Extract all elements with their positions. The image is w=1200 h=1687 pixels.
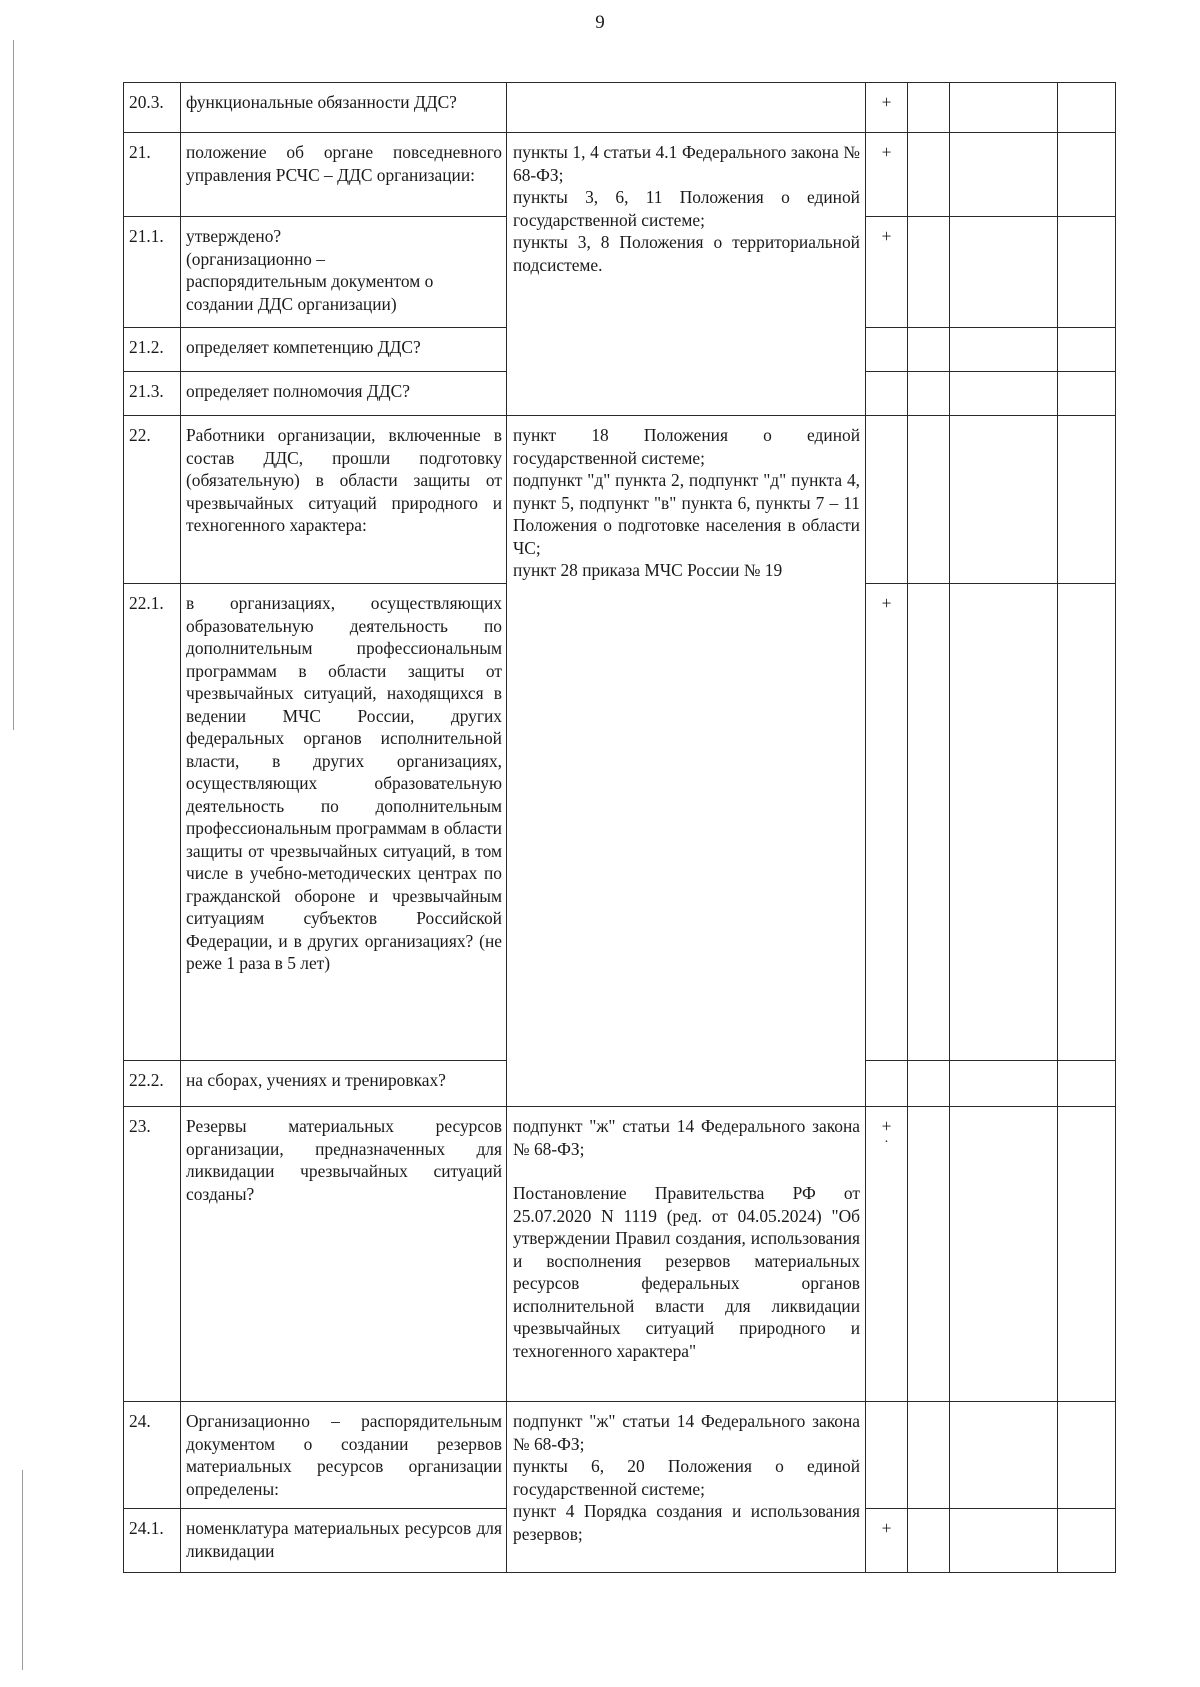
not-applicable-cell: [950, 1509, 1058, 1573]
table-row: [124, 83, 1116, 133]
not-applicable-cell: [950, 1107, 1058, 1402]
scan-margin-line: [13, 40, 14, 730]
item-number: 23.: [124, 1107, 181, 1402]
table-row: [124, 133, 1116, 217]
legal-reference: Постановление Правительства РФ от 25.07.2020 N 1119 (ред. от 04.05.2024) "Об утверждении Правил создания, использования и восполнения резервов материальных ресурсов федеральных органов исполнительной власти для ликвидации чрезвычайных ситуаций природного и техногенного характера": [513, 1183, 860, 1361]
legal-reference-cell: [507, 1402, 866, 1573]
note-cell: [1058, 1107, 1116, 1402]
item-question: на сборах, учениях и тренировках?: [181, 1061, 507, 1107]
item-number: 21.1.: [124, 217, 181, 328]
answer-yes-cell: [866, 328, 908, 372]
answer-no-cell: [908, 1509, 950, 1573]
item-number: 24.1.: [124, 1509, 181, 1573]
answer-yes-cell: [866, 1402, 908, 1509]
item-number: 24.: [124, 1402, 181, 1509]
item-number: 22.1.: [124, 584, 181, 1061]
not-applicable-cell: [950, 1402, 1058, 1509]
scan-margin-line-lower: [22, 1470, 23, 1670]
table-row: [124, 1402, 1116, 1509]
note-cell: [1058, 1402, 1116, 1509]
item-number: 21.: [124, 133, 181, 217]
legal-reference: пункт 28 приказа МЧС России № 19: [513, 560, 783, 580]
legal-reference: пункты 3, 8 Положения о территориальной подсистеме.: [513, 232, 860, 275]
not-applicable-cell: [950, 83, 1058, 133]
item-question-line: распорядительным документом о: [186, 271, 434, 291]
item-question: Организационно – распорядительным документом о создании резервов материальных ресурсов организации определены:: [181, 1402, 507, 1509]
legal-reference: пункты 3, 6, 11 Положения о единой государственной системе;: [513, 187, 860, 230]
legal-reference-cell: [507, 1107, 866, 1402]
not-applicable-cell: [950, 584, 1058, 1061]
legal-reference-cell: [507, 83, 866, 133]
answer-yes-cell: [866, 372, 908, 416]
legal-reference: подпункт "д" пункта 2, подпункт "д" пункта 4, пункт 5, подпункт "в" пункта 6, пункты 7 – 11 Положения о подготовке населения в области ЧС;: [513, 470, 860, 558]
legal-reference: пункт 18 Положения о единой государственной системе;: [513, 425, 860, 468]
legal-reference: подпункт "ж" статьи 14 Федерального закона № 68-ФЗ;: [513, 1411, 860, 1454]
table-row: [124, 1107, 1116, 1402]
answer-no-cell: [908, 133, 950, 217]
note-cell: [1058, 328, 1116, 372]
answer-yes-cell: [866, 416, 908, 584]
item-question: номенклатура материальных ресурсов для ликвидации: [181, 1509, 507, 1573]
note-cell: [1058, 83, 1116, 133]
note-cell: [1058, 217, 1116, 328]
answer-dot-mark: ·: [884, 1134, 889, 1150]
not-applicable-cell: [950, 217, 1058, 328]
answer-no-cell: [908, 1402, 950, 1509]
not-applicable-cell: [950, 133, 1058, 217]
note-cell: [1058, 584, 1116, 1061]
page-number: 9: [595, 12, 605, 33]
answer-no-cell: [908, 1061, 950, 1107]
answer-yes-mark: +: [866, 217, 908, 328]
item-question: определяет компетенцию ДДС?: [181, 328, 507, 372]
item-question: [181, 217, 507, 328]
legal-reference: пункты 6, 20 Положения о единой государственной системе;: [513, 1456, 860, 1499]
not-applicable-cell: [950, 328, 1058, 372]
answer-yes-mark: +: [866, 133, 908, 217]
item-question-line: создании ДДС организации): [186, 293, 397, 314]
answer-no-cell: [908, 584, 950, 1061]
item-number: 21.2.: [124, 328, 181, 372]
answer-yes-mark: +: [866, 83, 908, 133]
answer-no-cell: [908, 1107, 950, 1402]
item-question: определяет полномочия ДДС?: [181, 372, 507, 416]
item-question: функциональные обязанности ДДС?: [181, 83, 507, 133]
item-question: положение об органе повседневного управления РСЧС – ДДС организации:: [181, 133, 507, 217]
item-question-line: утверждено?: [186, 226, 282, 246]
note-cell: [1058, 1061, 1116, 1107]
answer-yes-cell: [866, 1061, 908, 1107]
note-cell: [1058, 1509, 1116, 1573]
answer-yes-mark: +: [866, 584, 908, 1061]
legal-reference-cell: [507, 416, 866, 1107]
item-number: 20.3.: [124, 83, 181, 133]
answer-yes-mark-symbol: +: [881, 1116, 892, 1136]
table-row: [124, 416, 1116, 584]
not-applicable-cell: [950, 416, 1058, 584]
item-number: 22.2.: [124, 1061, 181, 1107]
not-applicable-cell: [950, 372, 1058, 416]
not-applicable-cell: [950, 1061, 1058, 1107]
note-cell: [1058, 372, 1116, 416]
answer-no-cell: [908, 83, 950, 133]
legal-reference: пункт 4 Порядка создания и использования резервов;: [513, 1501, 860, 1544]
item-number: 21.3.: [124, 372, 181, 416]
item-question: Работники организации, включенные в состав ДДС, прошли подготовку (обязательную) в области защиты от чрезвычайных ситуаций природного и техногенного характера:: [181, 416, 507, 584]
answer-no-cell: [908, 328, 950, 372]
legal-reference-cell: [507, 133, 866, 416]
item-number: 22.: [124, 416, 181, 584]
item-question: Резервы материальных ресурсов организации, предназначенных для ликвидации чрезвычайных ситуаций созданы?: [181, 1107, 507, 1402]
answer-yes-mark: [866, 1107, 908, 1402]
answer-no-cell: [908, 217, 950, 328]
answer-no-cell: [908, 416, 950, 584]
inspection-checklist-table: [123, 82, 1116, 1573]
note-cell: [1058, 416, 1116, 584]
answer-yes-mark: +: [866, 1509, 908, 1573]
answer-no-cell: [908, 372, 950, 416]
item-question-line: (организационно –: [186, 248, 325, 269]
legal-reference: пункты 1, 4 статьи 4.1 Федерального закона № 68-ФЗ;: [513, 142, 860, 185]
item-question: в организациях, осуществляющих образовательную деятельность по дополнительным профессиональным программам в области защиты от чрезвычайных ситуаций, находящихся в ведении МЧС России, других федеральных органов исполнительной власти, в других организациях, осуществляющих образовательную деятельность по дополнительным профессиональным программам в области защиты от чрезвычайных ситуаций, в том числе в учебно-методических центрах по гражданской обороне и чрезвычайным ситуациям субъектов Российской Федерации, и в других организациях? (не реже 1 раза в 5 лет): [181, 584, 507, 1061]
note-cell: [1058, 133, 1116, 217]
legal-reference: подпункт "ж" статьи 14 Федерального закона № 68-ФЗ;: [513, 1116, 860, 1159]
